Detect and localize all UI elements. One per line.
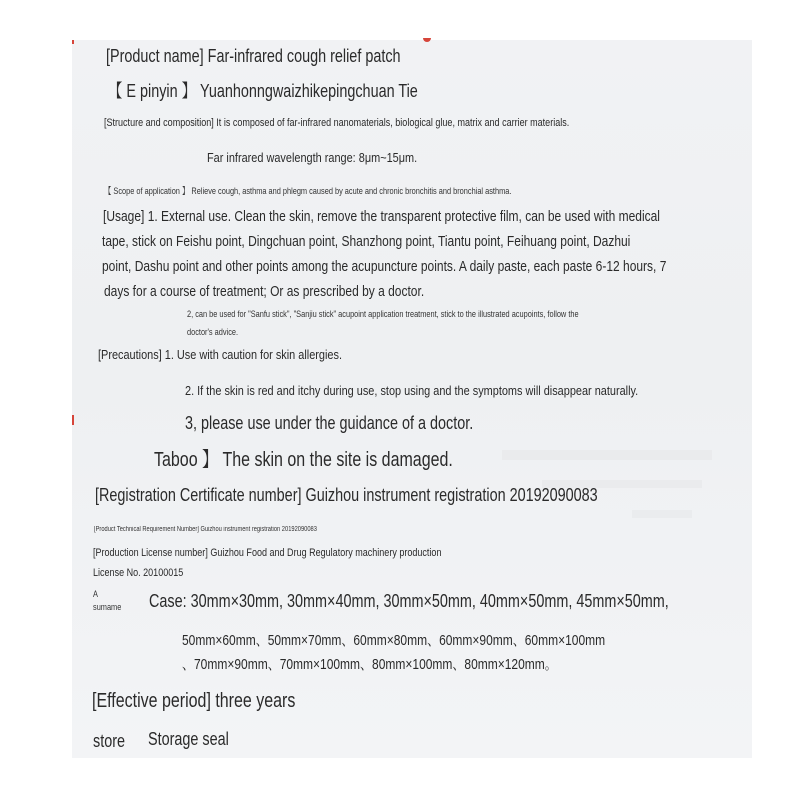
usage-note-2b: doctor's advice. [187, 327, 239, 337]
instruction-sheet [72, 40, 752, 758]
usage-line-4: days for a course of treatment; Or as prescribed by a doctor. [104, 283, 425, 300]
storage-seal: Storage seal [148, 729, 229, 749]
production-license: [Production License number] Guizhou Food and Drug Regulatory machinery production [93, 547, 442, 559]
precautions-3: 3, please use under the guidance of a doctor. [185, 413, 474, 433]
scope-of-application: 【 Scope of application 】 Relieve cough, asthma and phlegm caused by acute and chronic bronchitis and bronchial asthma. [104, 186, 512, 196]
usage-line-1: [Usage] 1. External use. Clean the skin, remove the transparent protective film, can be used with medical [103, 208, 660, 225]
usage-note-2a: 2, can be used for "Sanfu stick", "Sanjiu stick" acupoint application treatment, stick to the illustrated acupoints, follow the [187, 309, 579, 319]
store-label: store [93, 731, 126, 751]
case-sizes-3: 、70mm×90mm、70mm×100mm、80mm×100mm、80mm×120mm。 [182, 656, 557, 673]
license-number: License No. 20100015 [93, 567, 184, 579]
product-name: [Product name] Far-infrared cough relief patch [106, 46, 401, 66]
case-sizes-1: Case: 30mm×30mm, 30mm×40mm, 30mm×50mm, 40mm×50mm, 45mm×50mm, [149, 591, 669, 611]
registration-certificate: [Registration Certificate number] Guizhou instrument registration 20192090083 [95, 485, 598, 505]
surname-a: A [93, 589, 98, 599]
paper-shadow-1 [502, 450, 712, 460]
usage-line-2: tape, stick on Feishu point, Dingchuan point, Shanzhong point, Tiantu point, Feihuang point, Dazhui [102, 233, 631, 250]
red-mark-left [72, 415, 74, 425]
precautions-2: 2. If the skin is red and itchy during use, stop using and the symptoms will disappear naturally. [185, 383, 639, 398]
case-sizes-2: 50mm×60mm、50mm×70mm、60mm×80mm、60mm×90mm、60mm×100mm [182, 632, 606, 649]
pinyin-name: 【 E pinyin 】 Yuanhonngwaizhikepingchuan Tie [108, 81, 418, 101]
wavelength-range: Far infrared wavelength range: 8μm~15μm. [207, 150, 418, 165]
structure-composition: [Structure and composition] It is composed of far-infrared nanomaterials, biological glue, matrix and carrier materials. [104, 117, 570, 129]
taboo: Taboo 】 The skin on the site is damaged. [154, 449, 453, 471]
red-mark-left-top [72, 40, 74, 44]
precautions-1: [Precautions] 1. Use with caution for skin allergies. [98, 347, 342, 362]
technical-requirement: [Product Technical Requirement Number] Guizhou instrument registration 20192090083 [94, 526, 317, 533]
effective-period: [Effective period] three years [92, 690, 296, 712]
paper-shadow-3 [632, 510, 692, 518]
surname-label: sumame [93, 602, 122, 612]
usage-line-3: point, Dashu point and other points among the acupuncture points. A daily paste, each paste 6-12 hours, 7 [102, 258, 667, 275]
